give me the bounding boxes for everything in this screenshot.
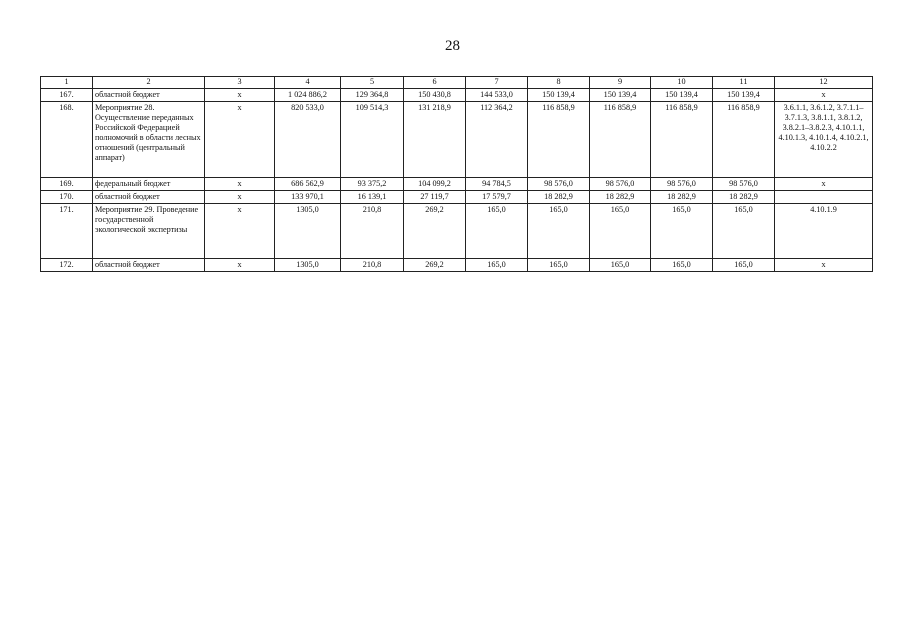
table-row	[41, 178, 873, 191]
row-value: 1 024 886,2	[275, 89, 341, 102]
table-row	[41, 102, 873, 178]
row-col3: x	[205, 204, 275, 259]
row-value: 820 533,0	[275, 102, 341, 178]
row-number: 168.	[41, 102, 93, 178]
row-value: 17 579,7	[466, 191, 528, 204]
row-value: 18 282,9	[713, 191, 775, 204]
column-header: 6	[404, 77, 466, 89]
row-number: 170.	[41, 191, 93, 204]
row-value: 165,0	[466, 204, 528, 259]
row-value: 98 576,0	[713, 178, 775, 191]
budget-table	[40, 76, 873, 272]
row-reference: 4.10.1.9	[775, 204, 873, 259]
row-name: областной бюджет	[93, 191, 205, 204]
row-name: областной бюджет	[93, 89, 205, 102]
column-header: 8	[528, 77, 590, 89]
row-value: 93 375,2	[341, 178, 404, 191]
row-value: 210,8	[341, 259, 404, 272]
row-value: 18 282,9	[651, 191, 713, 204]
row-value: 144 533,0	[466, 89, 528, 102]
column-header: 1	[41, 77, 93, 89]
row-value: 165,0	[528, 204, 590, 259]
row-value: 165,0	[651, 259, 713, 272]
column-header: 4	[275, 77, 341, 89]
row-value: 165,0	[590, 259, 651, 272]
row-col3: x	[205, 178, 275, 191]
row-value: 98 576,0	[528, 178, 590, 191]
row-value: 269,2	[404, 259, 466, 272]
row-value: 165,0	[528, 259, 590, 272]
page-number: 28	[445, 38, 460, 54]
column-header: 10	[651, 77, 713, 89]
row-value: 116 858,9	[713, 102, 775, 178]
row-reference: x	[775, 259, 873, 272]
row-reference: 3.6.1.1, 3.6.1.2, 3.7.1.1–3.7.1.3, 3.8.1.1, 3.8.1.2, 3.8.2.1–3.8.2.3, 4.10.1.1, 4.10.1.3, 4.10.1.4, 4.10.2.1, 4.10.2.2	[775, 102, 873, 178]
row-value: 98 576,0	[590, 178, 651, 191]
row-value: 165,0	[651, 204, 713, 259]
row-number: 171.	[41, 204, 93, 259]
row-value: 133 970,1	[275, 191, 341, 204]
row-name: областной бюджет	[93, 259, 205, 272]
row-value: 16 139,1	[341, 191, 404, 204]
row-value: 686 562,9	[275, 178, 341, 191]
row-value: 165,0	[713, 259, 775, 272]
table-row	[41, 191, 873, 204]
row-value: 1305,0	[275, 259, 341, 272]
row-col3: x	[205, 102, 275, 178]
row-value: 18 282,9	[528, 191, 590, 204]
row-col3: x	[205, 191, 275, 204]
row-value: 104 099,2	[404, 178, 466, 191]
row-number: 172.	[41, 259, 93, 272]
row-reference: x	[775, 178, 873, 191]
row-value: 150 139,4	[528, 89, 590, 102]
row-col3: x	[205, 89, 275, 102]
row-value: 150 139,4	[651, 89, 713, 102]
column-header: 2	[93, 77, 205, 89]
column-header: 11	[713, 77, 775, 89]
row-number: 167.	[41, 89, 93, 102]
row-number: 169.	[41, 178, 93, 191]
row-value: 210,8	[341, 204, 404, 259]
row-value: 116 858,9	[590, 102, 651, 178]
column-header: 7	[466, 77, 528, 89]
column-header: 12	[775, 77, 873, 89]
row-name: федеральный бюджет	[93, 178, 205, 191]
row-value: 116 858,9	[651, 102, 713, 178]
table-row	[41, 204, 873, 259]
row-col3: x	[205, 259, 275, 272]
table-row	[41, 259, 873, 272]
row-value: 165,0	[590, 204, 651, 259]
row-value: 165,0	[466, 259, 528, 272]
row-name: Мероприятие 28. Осуществление переданных Российской Федерацией полномочий в области лесных отношений (центральный аппарат)	[93, 102, 205, 178]
table-header-row	[41, 77, 873, 89]
row-value: 112 364,2	[466, 102, 528, 178]
row-value: 165,0	[713, 204, 775, 259]
row-value: 150 139,4	[713, 89, 775, 102]
row-value: 116 858,9	[528, 102, 590, 178]
row-value: 98 576,0	[651, 178, 713, 191]
row-value: 1305,0	[275, 204, 341, 259]
row-value: 129 364,8	[341, 89, 404, 102]
row-value: 27 119,7	[404, 191, 466, 204]
column-header: 9	[590, 77, 651, 89]
row-value: 18 282,9	[590, 191, 651, 204]
row-value: 94 784,5	[466, 178, 528, 191]
row-value: 150 139,4	[590, 89, 651, 102]
row-reference: x	[775, 89, 873, 102]
row-name: Мероприятие 29. Проведение государственной экологической экспертизы	[93, 204, 205, 259]
table-row	[41, 89, 873, 102]
row-value: 150 430,8	[404, 89, 466, 102]
column-header: 3	[205, 77, 275, 89]
row-reference	[775, 191, 873, 204]
row-value: 269,2	[404, 204, 466, 259]
row-value: 131 218,9	[404, 102, 466, 178]
row-value: 109 514,3	[341, 102, 404, 178]
column-header: 5	[341, 77, 404, 89]
